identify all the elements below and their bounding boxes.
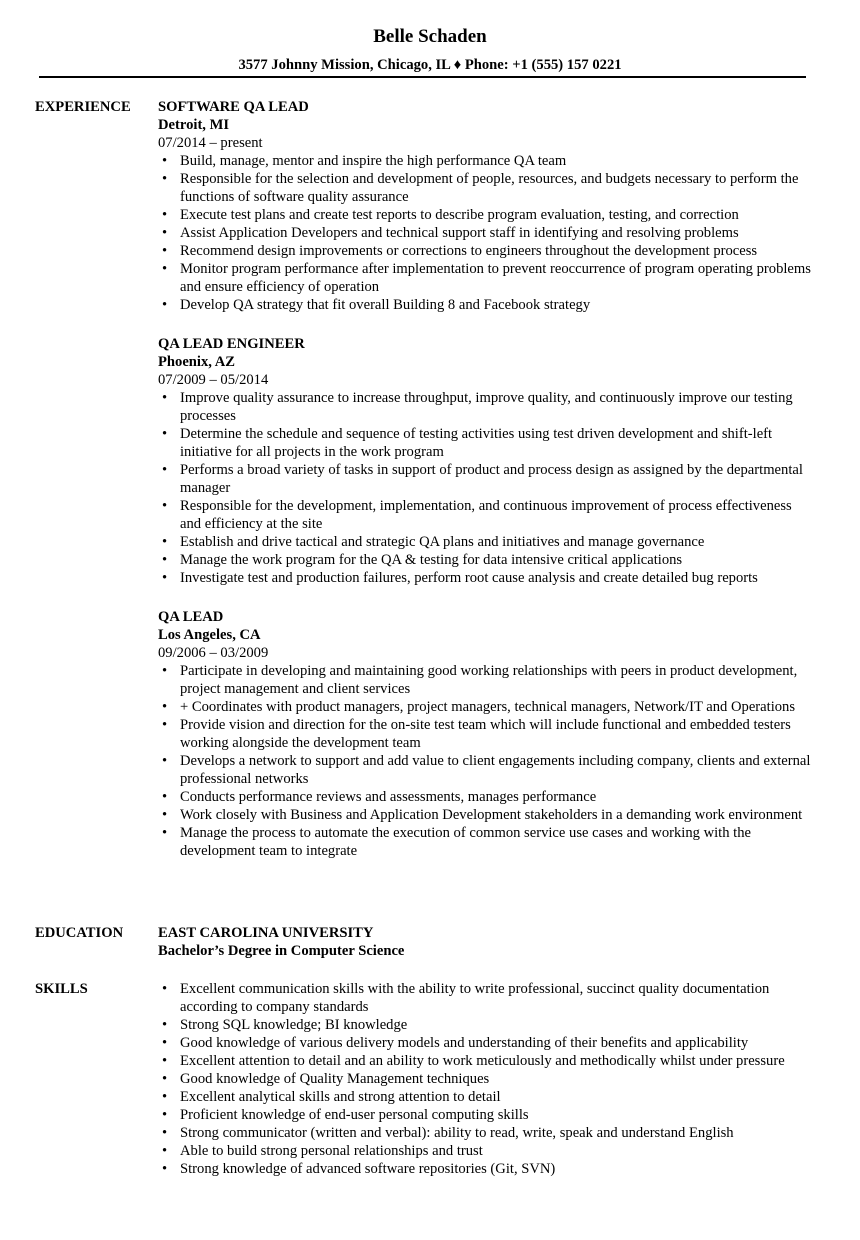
bullet-item: • Provide vision and direction for the on-site test team which will include functional and embedded testers working alongside the development team	[158, 716, 814, 752]
bullet-item: • Develops a network to support and add value to client engagements including company, clients and external professional networks	[158, 752, 814, 788]
bullet-item: • Assist Application Developers and technical support staff in identifying and resolving problems	[158, 224, 814, 242]
bullet-item: • Performs a broad variety of tasks in support of product and process design as assigned by the departmental manager	[158, 461, 814, 497]
skills-bullets	[158, 980, 814, 1178]
skill-item: • Strong SQL knowledge; BI knowledge	[158, 1016, 814, 1034]
contact-line: 3577 Johnny Mission, Chicago, IL ♦ Phone: +1 (555) 157 0221	[238, 57, 622, 73]
school-name: EAST CAROLINA UNIVERSITY	[158, 925, 374, 941]
education-entry	[158, 924, 814, 960]
skill-item: • Excellent analytical skills and strong attention to detail	[158, 1088, 814, 1106]
bullet-item: • + Coordinates with product managers, project managers, technical managers, Network/IT and Operations	[158, 698, 814, 716]
job-title: QA LEAD ENGINEER	[158, 336, 305, 352]
header-divider	[39, 76, 806, 78]
bullet-item: • Investigate test and production failures, perform root cause analysis and create detailed bug reports	[158, 569, 814, 587]
section-title-education: EDUCATION	[35, 925, 124, 941]
section-title-experience: EXPERIENCE	[35, 99, 131, 115]
job-dates: 07/2009 – 05/2014	[158, 372, 269, 388]
degree: Bachelor’s Degree in Computer Science	[158, 943, 405, 959]
job-location: Detroit, MI	[158, 117, 230, 133]
job-bullets	[158, 389, 814, 587]
job-title: SOFTWARE QA LEAD	[158, 99, 309, 115]
job-entry	[158, 335, 814, 587]
skill-item: • Proficient knowledge of end-user personal computing skills	[158, 1106, 814, 1124]
job-bullets	[158, 152, 814, 314]
job-title: QA LEAD	[158, 609, 224, 625]
job-entry	[158, 98, 814, 314]
resume-header	[0, 26, 860, 74]
job-dates: 09/2006 – 03/2009	[158, 645, 269, 661]
bullet-item: • Participate in developing and maintaining good working relationships with peers in product development, project management and client services	[158, 662, 814, 698]
candidate-name: Belle Schaden	[373, 26, 487, 47]
bullet-item: • Conducts performance reviews and assessments, manages performance	[158, 788, 814, 806]
skill-item: • Strong knowledge of advanced software repositories (Git, SVN)	[158, 1160, 814, 1178]
skill-item: • Excellent communication skills with the ability to write professional, succinct quality documentation according to company standards	[158, 980, 814, 1016]
job-dates: 07/2014 – present	[158, 135, 263, 151]
bullet-item: • Execute test plans and create test reports to describe program evaluation, testing, and correction	[158, 206, 814, 224]
skills-list	[158, 980, 814, 1178]
job-location: Los Angeles, CA	[158, 627, 261, 643]
bullet-item: • Responsible for the selection and development of people, resources, and budgets necessary to perform the functions of software quality assurance	[158, 170, 814, 206]
bullet-item: • Responsible for the development, implementation, and continuous improvement of process effectiveness and efficiency at the site	[158, 497, 814, 533]
bullet-item: • Determine the schedule and sequence of testing activities using test driven development and shift-left initiative for all projects in the work program	[158, 425, 814, 461]
skill-item: • Able to build strong personal relationships and trust	[158, 1142, 814, 1160]
bullet-item: • Establish and drive tactical and strategic QA plans and initiatives and manage governance	[158, 533, 814, 551]
bullet-item: • Manage the process to automate the execution of common service use cases and working with the development team to integrate	[158, 824, 814, 860]
skill-item: • Excellent attention to detail and an ability to work meticulously and methodically whilst under pressure	[158, 1052, 814, 1070]
bullet-item: • Manage the work program for the QA & testing for data intensive critical applications	[158, 551, 814, 569]
job-entry	[158, 608, 814, 860]
job-location: Phoenix, AZ	[158, 354, 236, 370]
bullet-item: • Develop QA strategy that fit overall Building 8 and Facebook strategy	[158, 296, 814, 314]
bullet-item: • Work closely with Business and Application Development stakeholders in a demanding work environment	[158, 806, 814, 824]
experience-list	[158, 98, 814, 881]
bullet-item: • Improve quality assurance to increase throughput, improve quality, and continuously improve our testing processes	[158, 389, 814, 425]
skill-item: • Good knowledge of Quality Management techniques	[158, 1070, 814, 1088]
bullet-item: • Monitor program performance after implementation to prevent reoccurrence of program operating problems and ensure efficiency of operation	[158, 260, 814, 296]
bullet-item: • Recommend design improvements or corrections to engineers throughout the development process	[158, 242, 814, 260]
section-title-skills: SKILLS	[35, 981, 88, 997]
skill-item: • Strong communicator (written and verbal): ability to read, write, speak and understand English	[158, 1124, 814, 1142]
job-bullets	[158, 662, 814, 860]
skill-item: • Good knowledge of various delivery models and understanding of their benefits and applicability	[158, 1034, 814, 1052]
bullet-item: • Build, manage, mentor and inspire the high performance QA team	[158, 152, 814, 170]
